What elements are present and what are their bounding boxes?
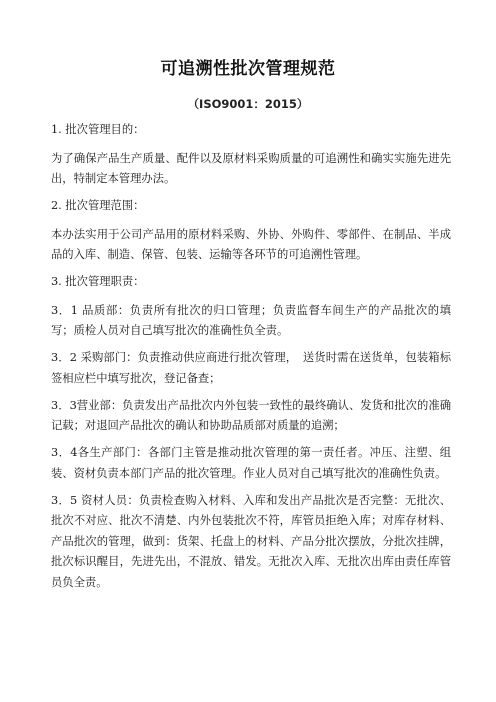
- section-heading-responsibilities: 3. 批次管理职责：: [51, 275, 145, 288]
- section-heading-purpose: 1. 批次管理目的：: [51, 123, 145, 136]
- document-title: 可追溯性批次管理规范: [160, 59, 336, 79]
- paragraph-production-depts: 3．4各生产部门：各部门主管是推动批次管理的第一责任者。冲压、注塑、组装、资材负责本部门产品的批次管理。作业人员对自己填写批次的准确性负责。: [51, 446, 451, 480]
- paragraph-quality-dept: 3．1 品质部：负责所有批次的归口管理；负责监督车间生产的产品批次的填写；质检人员对自己填写批次的准确性负全责。: [51, 303, 451, 337]
- paragraph-sales-dept: 3．3营业部：负责发出产品批次内外包装一致性的最终确认、发货和批次的准确记载；对退回产品批次的确认和协助品质部对质量的追溯；: [51, 398, 451, 432]
- paragraph-purpose: 为了确保产品生产质量、配件以及原材料采购质量的可追溯性和确实实施先进先出，特制定本管理办法。: [51, 151, 451, 185]
- document-subtitle: （ISO9001：2015）: [187, 97, 309, 111]
- paragraph-materials-staff: 3．5 资材人员：负责检查购入材料、入库和发出产品批次是否完整：无批次、批次不对应、批次不清楚、内外包装批次不符，库管员拒绝入库；对库存材料、产品批次的管理，做到：货架、托盘上的材料、产品分批次摆放，分批次挂牌，批次标识醒目，先进先出，不混放、错发。无批次入库、无批次出库由责任库管员负全责。: [51, 493, 451, 589]
- paragraph-scope: 本办法实用于公司产品用的原材料采购、外协、外购件、零部件、在制品、半成品的入库、制造、保管、包装、运输等各环节的可追溯性管理。: [51, 227, 451, 261]
- section-heading-scope: 2. 批次管理范围：: [51, 199, 145, 212]
- document-body: [51, 120, 451, 600]
- paragraph-purchasing-dept: 3．2 采购部门：负责推动供应商进行批次管理， 送货时需在送货单，包装箱标签相应栏中填写批次，登记备查；: [51, 351, 451, 385]
